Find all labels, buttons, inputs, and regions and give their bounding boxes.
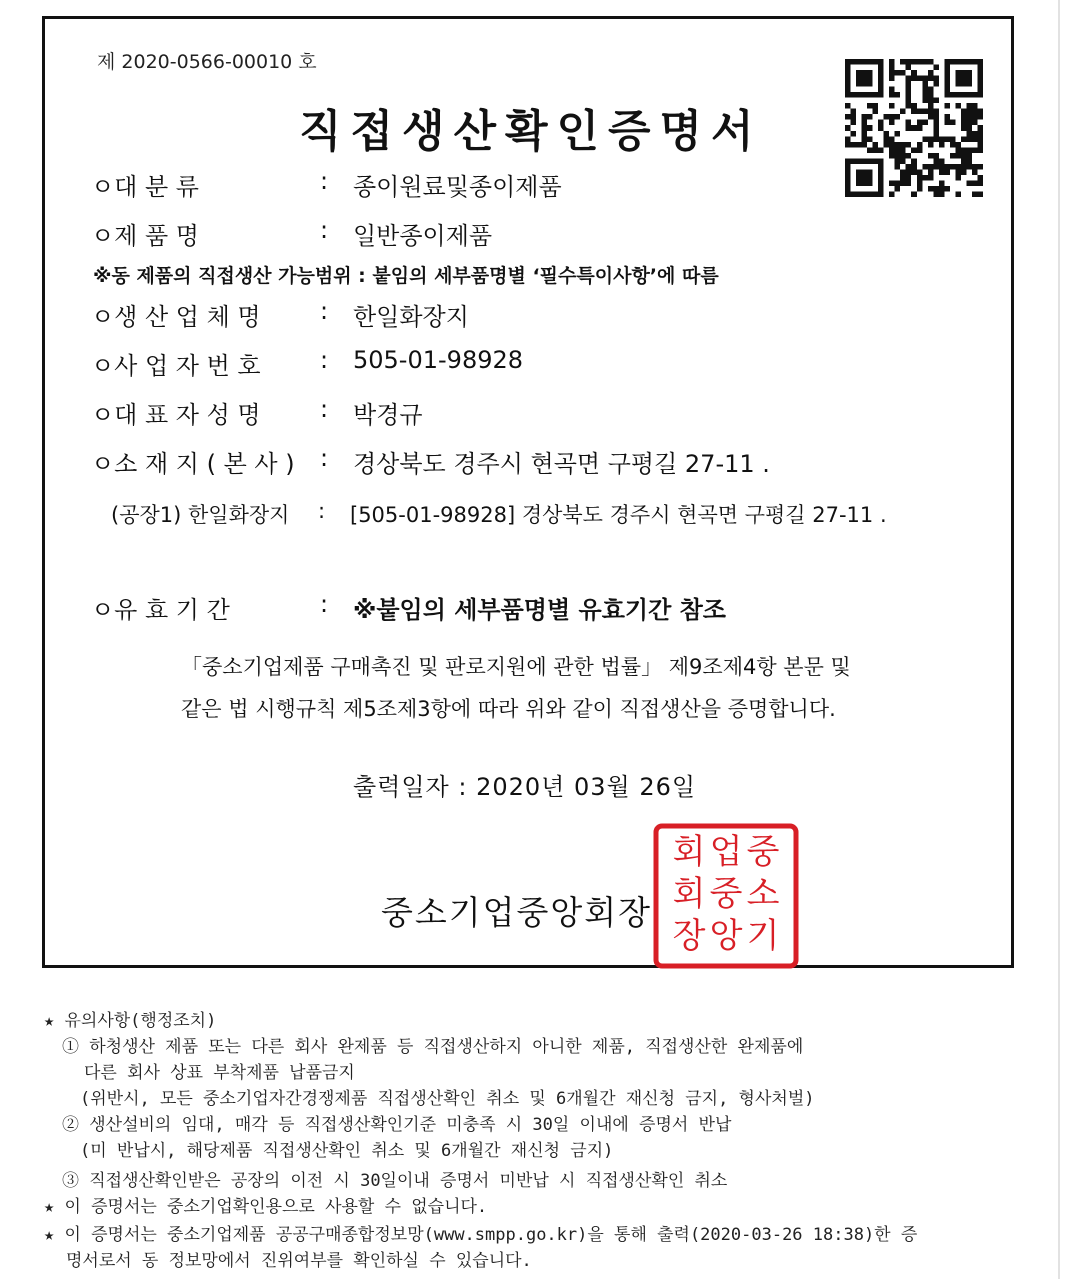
field-value-representative: 박경규 [353,401,423,429]
scrollbar-track[interactable] [1058,0,1060,1279]
field-colon: : [320,167,329,195]
factory-label: (공장1) 한일화장지 [111,503,290,527]
field-colon: : [318,499,326,523]
qr-code [845,59,983,197]
field-value-company: 한일화장지 [353,303,469,331]
factory-value: [505-01-98928] 경상북도 경주시 현곡면 구평길 27-11 . [350,503,887,527]
seal-char: 중 [709,874,743,914]
field-label-product: ㅇ제 품 명 [91,222,199,250]
field-label-business-number: ㅇ사 업 자 번 호 [91,352,261,380]
qr-code-pattern [845,59,983,197]
field-label-address: ㅇ소 재 지 ( 본 사 ) [91,450,295,478]
field-value-business-number: 505-01-98928 [353,346,524,374]
field-value-address: 경상북도 경주시 현곡면 구평길 27-11 . [353,450,770,478]
note-item: 다른 회사 상표 부착제품 납품금지 [84,1063,355,1083]
seal-lettering [673,832,780,956]
note-item: 명서로서 동 정보망에서 진위여부를 확인하실 수 있습니다. [66,1251,532,1271]
field-colon: : [320,346,329,374]
scope-note: ※동 제품의 직접생산 가능범위 : 붙임의 세부품명별 ‘필수특이사항’에 따름 [93,265,719,287]
note-item: ① 하청생산 제품 또는 다른 회사 완제품 등 직접생산하지 아니한 제품, 직접생산한 완제품에 [62,1037,804,1057]
certificate-title: 직접생산확인증명서 [299,106,763,157]
print-date: 출력일자 : 2020년 03월 26일 [353,773,697,801]
notes-heading: ★ 유의사항(행정조치) [44,1011,217,1031]
issuer-name: 중소기업중앙회장 [381,893,653,932]
field-value-category: 종이원료및종이제품 [353,173,562,201]
seal-char: 회 [672,832,706,872]
field-colon: : [320,216,329,244]
field-value-validity: ※붙임의 세부품명별 유효기간 참조 [353,596,726,624]
seal-char: 회 [672,874,706,914]
field-colon: : [320,297,329,325]
field-colon: : [320,395,329,423]
note-item: ③ 직접생산확인받은 공장의 이전 시 30일이내 증명서 미반납 시 직접생산확인 취소 [62,1171,728,1191]
field-label-company: ㅇ생 산 업 체 명 [91,303,261,331]
seal-char: 중 [746,832,780,872]
field-value-product: 일반종이제품 [353,222,493,250]
certificate-number: 제 2020-0566-00010 호 [97,51,317,73]
law-text-line-1: 「중소기업제품 구매촉진 및 판로지원에 관한 법률」 제9조제4항 본문 및 [181,655,851,679]
certificate-frame [42,16,1014,968]
note-item: ★ 이 증명서는 중소기업제품 공공구매종합정보망(www.smpp.go.kr)을 통해 출력(2020-03-26 18:38)한 증 [44,1225,918,1245]
seal-char: 업 [709,832,743,872]
law-text-line-2: 같은 법 시행규칙 제5조제3항에 따라 위와 같이 직접생산을 증명합니다. [181,697,836,721]
note-item: (미 반납시, 해당제품 직접생산확인 취소 및 6개월간 재신청 금지) [80,1141,614,1161]
note-item: ② 생산설비의 임대, 매각 등 직접생산확인기준 미충족 시 30일 이내에 증명서 반납 [62,1115,732,1135]
seal-char: 장 [672,916,706,956]
field-label-category: ㅇ대 분 류 [91,173,199,201]
seal-char: 앙 [709,916,743,956]
field-label-validity: ㅇ유 효 기 간 [91,596,230,624]
field-colon: : [320,444,329,472]
field-colon: : [320,590,329,618]
field-label-representative: ㅇ대 표 자 성 명 [91,401,261,429]
official-seal [653,823,799,969]
note-item: (위반시, 모든 중소기업자간경쟁제품 직접생산확인 취소 및 6개월간 재신청 금지, 형사처벌) [80,1089,815,1109]
note-item: ★ 이 증명서는 중소기업확인용으로 사용할 수 없습니다. [44,1197,488,1217]
seal-char: 기 [746,916,780,956]
seal-char: 소 [746,874,780,914]
